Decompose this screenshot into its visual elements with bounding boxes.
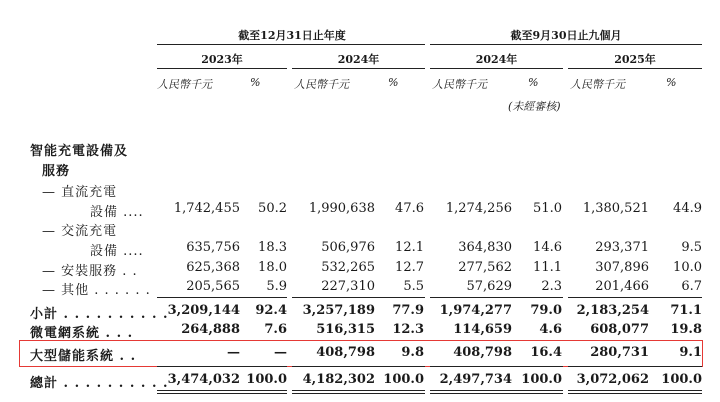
cell: 608,077 [590,322,649,337]
row-label-dc: — 直流充電 [42,185,118,200]
total-double-rule [292,390,425,394]
header-year: 2023年 [201,53,243,66]
cell: 9.5 [681,240,702,255]
total-double-rule [568,390,702,394]
cell: 532,265 [321,260,375,275]
cell: 7.6 [264,322,287,337]
total-rule [568,366,702,367]
row-label-charging: 智能充電設備及 [30,144,129,159]
cell: 12.1 [395,240,424,255]
total-double-rule [430,390,563,394]
row-label-subtotal: 小計 . . . . . . . . . . [30,307,169,322]
cell: 47.6 [395,201,424,216]
cell: — [227,345,240,360]
header-nine-month-group: 截至9月30日止九個月 [510,29,622,42]
year-rule [430,68,563,69]
header-unit: 人民幣千元 [570,78,625,91]
total-rule [292,366,425,367]
header-unaudited: (未經審核) [508,100,561,113]
header-year: 2024年 [337,53,380,66]
total-rule [430,366,563,367]
cell: 1,742,455 [173,201,240,216]
header-unit: 人民幣千元 [157,78,212,91]
header-rule [157,44,425,45]
header-unit: 人民幣千元 [432,78,487,91]
cell: 100.0 [661,372,702,387]
cell: 100.0 [521,372,562,387]
cell: 4,182,302 [302,372,375,387]
header-year-group: 截至12月31日止年度 [238,29,346,42]
cell: 227,310 [321,279,375,294]
cell: 3,257,189 [302,303,375,318]
header-pct: % [250,76,261,89]
subtotal-rule [430,297,563,298]
row-label-dc: 設備 .... [90,205,144,220]
cell: 6.7 [681,279,702,294]
row-label-ac: — 交流充電 [42,224,118,239]
cell: 277,562 [458,260,512,275]
subtotal-rule [157,297,287,298]
header-rule [430,44,702,45]
cell: 205,565 [186,279,240,294]
cell: 3,072,062 [576,372,649,387]
row-label-total: 總計 . . . . . . . . . . [30,376,169,391]
row-label-ac: 設備 .... [90,244,144,259]
subtotal-rule [292,297,425,298]
row-label-storage: 大型儲能系統 . . [30,349,137,364]
cell: 9.1 [679,345,702,360]
subtotal-rule [568,297,702,298]
cell: 3,474,032 [167,372,240,387]
cell: 4.6 [539,322,562,337]
cell: 57,629 [466,279,512,294]
cell: 100.0 [246,372,287,387]
cell: 1,380,521 [582,201,649,216]
cell: 14.6 [533,240,562,255]
cell: 18.3 [258,240,287,255]
row-label-microgrid: 微電網系統 . . . [30,326,134,341]
total-rule [157,366,287,367]
total-double-rule [157,390,287,394]
cell: 92.4 [255,303,287,318]
cell: 1,974,277 [439,303,512,318]
cell: 44.9 [673,201,702,216]
year-rule [157,68,287,69]
cell: 19.8 [670,322,702,337]
cell: 364,830 [458,240,512,255]
cell: 77.9 [392,303,424,318]
cell: 506,976 [321,240,375,255]
year-rule [568,68,702,69]
cell: 51.0 [533,201,562,216]
cell: 12.7 [395,260,424,275]
cell: 50.2 [258,201,287,216]
cell: 625,368 [186,260,240,275]
cell: 293,371 [595,240,649,255]
cell: 516,315 [316,322,375,337]
row-label-other: — 其他 . . . . . . [42,283,151,298]
cell: 1,990,638 [308,201,375,216]
cell: 10.0 [673,260,702,275]
cell: 5.5 [403,279,424,294]
header-pct: % [388,76,399,89]
cell: 635,756 [186,240,240,255]
cell: 2.3 [541,279,562,294]
cell: 11.1 [533,260,562,275]
header-year: 2025年 [614,53,656,66]
cell: 2,497,734 [439,372,512,387]
cell: 16.4 [530,345,562,360]
cell: 2,183,254 [576,303,649,318]
header-unit: 人民幣千元 [294,78,349,91]
row-label-charging: 服務 [42,164,71,179]
cell: 280,731 [590,345,649,360]
cell: 5.9 [266,279,287,294]
cell: 264,888 [181,322,240,337]
cell: 79.0 [530,303,562,318]
cell: 9.8 [401,345,424,360]
header-year: 2024年 [475,53,518,66]
cell: 408,798 [453,345,512,360]
cell: 408,798 [316,345,375,360]
cell: — [274,345,287,360]
cell: 100.0 [383,372,424,387]
cell: 201,466 [595,279,649,294]
cell: 12.3 [392,322,424,337]
cell: 114,659 [453,322,512,337]
year-rule [292,68,425,69]
row-label-install: — 安裝服務 . . [42,264,138,279]
cell: 18.0 [258,260,287,275]
cell: 3,209,144 [167,303,240,318]
header-pct: % [666,76,677,89]
cell: 307,896 [595,260,649,275]
cell: 71.1 [670,303,702,318]
cell: 1,274,256 [445,201,512,216]
header-pct: % [528,76,539,89]
